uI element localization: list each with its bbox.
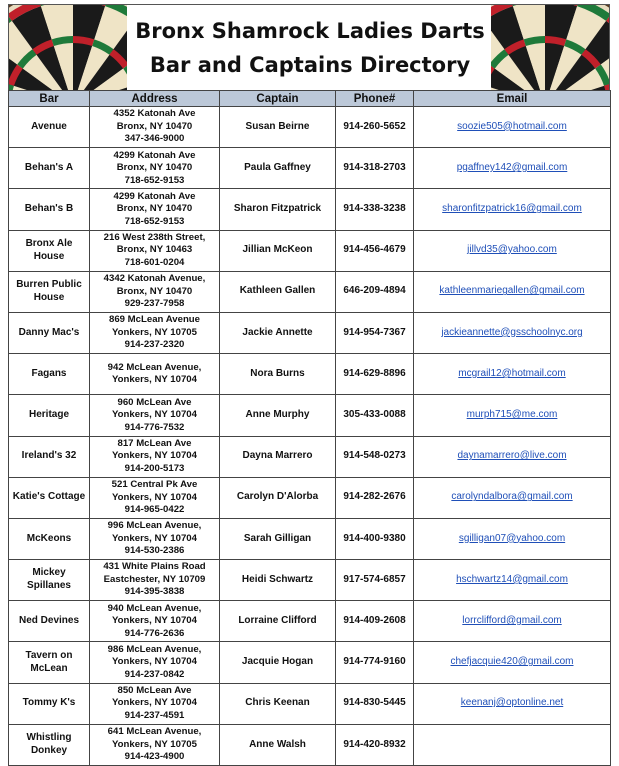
email-link[interactable]: mcgrail12@hotmail.com [458, 367, 566, 379]
address-line: 914-530-2386 [124, 545, 185, 557]
bar-name-cell: Fagans [9, 354, 90, 395]
bar-name-cell: Ireland's 32 [9, 436, 90, 477]
address-line: Yonkers, NY 10704 [112, 409, 197, 421]
address-line: 850 McLean Ave [117, 685, 192, 697]
address-line: 914-776-2636 [124, 627, 185, 639]
address-line: Yonkers, NY 10704 [112, 697, 197, 709]
address-cell [90, 477, 220, 518]
address-line: 914-237-0842 [124, 668, 185, 680]
column-header-phone: Phone# [336, 91, 414, 107]
bar-name-cell: Tavern on McLean [9, 642, 90, 683]
table-row [9, 189, 611, 230]
email-link[interactable]: carolyndalbora@gmail.com [451, 491, 573, 503]
column-header-captain: Captain [220, 91, 336, 107]
phone-cell: 305-433-0088 [336, 395, 414, 436]
address-line: Yonkers, NY 10705 [112, 326, 197, 338]
email-cell [414, 148, 611, 189]
address-line: Bronx, NY 10470 [116, 120, 193, 132]
table-row [9, 642, 611, 683]
address-line: Eastchester, NY 10709 [103, 573, 206, 585]
address-cell [90, 724, 220, 765]
address-line: Yonkers, NY 10705 [112, 738, 197, 750]
address-cell [90, 189, 220, 230]
table-row [9, 148, 611, 189]
header-banner [8, 4, 610, 92]
title-line-1: Bronx Shamrock Ladies Darts [135, 19, 485, 43]
address-line: 914-237-4591 [124, 709, 185, 721]
phone-cell: 914-456-4679 [336, 230, 414, 271]
address-line: Yonkers, NY 10704 [112, 656, 197, 668]
table-row [9, 436, 611, 477]
column-header-address: Address [90, 91, 220, 107]
email-cell [414, 189, 611, 230]
table-row [9, 395, 611, 436]
email-cell [414, 724, 611, 765]
phone-cell: 914-830-5445 [336, 683, 414, 724]
dartboard-image-right [491, 5, 609, 91]
phone-cell: 914-409-2608 [336, 601, 414, 642]
email-cell [414, 683, 611, 724]
address-cell [90, 642, 220, 683]
table-row [9, 107, 611, 148]
captain-cell: Jillian McKeon [220, 230, 336, 271]
address-line: 641 McLean Avenue, [107, 726, 202, 738]
email-cell [414, 477, 611, 518]
dartboard-image-left [9, 5, 127, 91]
phone-cell: 917-574-6857 [336, 560, 414, 601]
table-row [9, 560, 611, 601]
address-line: 347-346-9000 [124, 133, 185, 145]
bar-name-cell: Katie's Cottage [9, 477, 90, 518]
table-row [9, 601, 611, 642]
address-line: 940 McLean Avenue, [107, 602, 202, 614]
captain-cell: Heidi Schwartz [220, 560, 336, 601]
address-line: 914-395-3838 [124, 586, 185, 598]
address-line: Bronx, NY 10470 [116, 285, 193, 297]
captain-cell: Carolyn D'Alorba [220, 477, 336, 518]
email-cell [414, 601, 611, 642]
address-line: 914-237-2320 [124, 339, 185, 351]
email-link[interactable]: hschwartz14@gmail.com [456, 573, 568, 585]
bar-name-cell: Mickey Spillanes [9, 560, 90, 601]
address-line: Bronx, NY 10463 [116, 244, 193, 256]
address-line: 960 McLean Ave [117, 396, 192, 408]
address-line: 4352 Katonah Ave [113, 108, 196, 120]
address-line: 718-652-9153 [124, 174, 185, 186]
address-line: 996 McLean Avenue, [107, 520, 202, 532]
address-line: Yonkers, NY 10704 [112, 615, 197, 627]
address-cell [90, 312, 220, 353]
bar-name-cell: Behan's A [9, 148, 90, 189]
email-link[interactable]: chefjacquie420@gmail.com [450, 656, 574, 668]
email-cell [414, 107, 611, 148]
captain-cell: Jackie Annette [220, 312, 336, 353]
address-line: 914-776-7532 [124, 421, 185, 433]
phone-cell: 914-548-0273 [336, 436, 414, 477]
email-link[interactable]: sharonfitzpatrick16@gmail.com [442, 203, 582, 215]
email-link[interactable]: keenanj@optonline.net [460, 697, 564, 709]
address-line: 521 Central Pk Ave [111, 479, 198, 491]
table-row [9, 230, 611, 271]
email-link[interactable]: jillvd35@yahoo.com [467, 244, 557, 256]
captain-cell: Lorraine Clifford [220, 601, 336, 642]
email-link[interactable]: soozie505@hotmail.com [457, 120, 567, 132]
email-cell [414, 271, 611, 312]
address-line: 4299 Katonah Ave [113, 149, 196, 161]
bar-name-cell: Burren Public House [9, 271, 90, 312]
phone-cell: 914-774-9160 [336, 642, 414, 683]
address-line: Bronx, NY 10470 [116, 162, 193, 174]
captain-cell: Chris Keenan [220, 683, 336, 724]
phone-cell: 914-260-5652 [336, 107, 414, 148]
captain-cell: Nora Burns [220, 354, 336, 395]
email-link[interactable]: pgaffney142@gmail.com [456, 161, 568, 173]
email-cell [414, 518, 611, 559]
column-header-bar: Bar [9, 91, 90, 107]
email-link[interactable]: murph715@me.com [466, 409, 558, 420]
captain-cell: Anne Murphy [220, 395, 336, 436]
bar-name-cell: Whistling Donkey [9, 724, 90, 765]
address-line: 431 White Plains Road [103, 561, 206, 573]
address-cell [90, 395, 220, 436]
bar-name-cell: Ned Devines [9, 601, 90, 642]
bar-name-cell: Behan's B [9, 189, 90, 230]
address-cell [90, 107, 220, 148]
bar-name-cell: McKeons [9, 518, 90, 559]
email-link[interactable]: lorrclifford@gmail.com [462, 614, 562, 626]
phone-cell: 914-420-8932 [336, 724, 414, 765]
address-line: 942 McLean Avenue, [107, 361, 202, 373]
address-line: 914-423-4900 [124, 751, 185, 763]
address-line: 869 McLean Avenue [109, 314, 200, 326]
address-line: 718-652-9153 [124, 215, 185, 227]
page-title [129, 5, 491, 91]
phone-cell: 914-400-9380 [336, 518, 414, 559]
email-cell [414, 395, 611, 436]
email-cell [414, 354, 611, 395]
address-cell [90, 683, 220, 724]
address-cell [90, 560, 220, 601]
bar-name-cell: Tommy K's [9, 683, 90, 724]
address-line: 817 McLean Ave [117, 437, 192, 449]
phone-cell: 914-629-8896 [336, 354, 414, 395]
address-cell [90, 436, 220, 477]
address-line: 718-601-0204 [124, 256, 185, 268]
address-line: 4299 Katonah Ave [113, 190, 196, 202]
phone-cell: 646-209-4894 [336, 271, 414, 312]
email-link[interactable]: kathleenmariegallen@gmail.com [439, 285, 585, 297]
captain-cell: Anne Walsh [220, 724, 336, 765]
phone-cell: 914-954-7367 [336, 312, 414, 353]
phone-cell: 914-338-3238 [336, 189, 414, 230]
email-cell [414, 230, 611, 271]
table-row [9, 683, 611, 724]
email-link[interactable]: sgilligan07@yahoo.com [458, 532, 566, 544]
table-row [9, 477, 611, 518]
captain-cell: Jacquie Hogan [220, 642, 336, 683]
column-header-email: Email [414, 91, 611, 107]
phone-cell: 914-282-2676 [336, 477, 414, 518]
email-cell [414, 560, 611, 601]
address-line: 914-200-5173 [124, 462, 185, 474]
table-row [9, 271, 611, 312]
address-line: 929-237-7958 [124, 298, 185, 310]
captain-cell: Susan Beirne [220, 107, 336, 148]
captain-cell: Sharon Fitzpatrick [220, 189, 336, 230]
table-row [9, 518, 611, 559]
bar-name-cell: Danny Mac's [9, 312, 90, 353]
table-header-row [9, 91, 611, 107]
captain-cell: Paula Gaffney [220, 148, 336, 189]
table-row [9, 312, 611, 353]
bar-name-cell: Avenue [9, 107, 90, 148]
address-line: 914-965-0422 [124, 504, 185, 516]
bar-name-cell: Bronx Ale House [9, 230, 90, 271]
address-line: Yonkers, NY 10704 [112, 532, 197, 544]
address-line: 986 McLean Avenue, [107, 643, 202, 655]
address-cell [90, 230, 220, 271]
captain-cell: Dayna Marrero [220, 436, 336, 477]
address-line: 4342 Katonah Avenue, [103, 273, 206, 285]
address-line: Yonkers, NY 10704 [112, 450, 197, 462]
table-row [9, 724, 611, 765]
address-cell [90, 271, 220, 312]
captain-cell: Kathleen Gallen [220, 271, 336, 312]
email-link[interactable]: jackieannette@gsschoolnyc.org [441, 326, 583, 338]
phone-cell: 914-318-2703 [336, 148, 414, 189]
table-row [9, 354, 611, 395]
email-cell [414, 312, 611, 353]
email-cell [414, 436, 611, 477]
address-cell [90, 518, 220, 559]
address-line: 216 West 238th Street, [103, 231, 206, 243]
address-cell [90, 354, 220, 395]
title-line-2: Bar and Captains Directory [149, 53, 471, 77]
email-cell [414, 642, 611, 683]
captain-cell: Sarah Gilligan [220, 518, 336, 559]
address-line: Yonkers, NY 10704 [112, 374, 197, 386]
address-line: Bronx, NY 10470 [116, 203, 193, 215]
address-line: Yonkers, NY 10704 [112, 491, 197, 503]
email-link[interactable]: daynamarrero@live.com [457, 450, 567, 462]
address-cell [90, 601, 220, 642]
bar-name-cell: Heritage [9, 395, 90, 436]
address-cell [90, 148, 220, 189]
directory-table [8, 90, 611, 766]
